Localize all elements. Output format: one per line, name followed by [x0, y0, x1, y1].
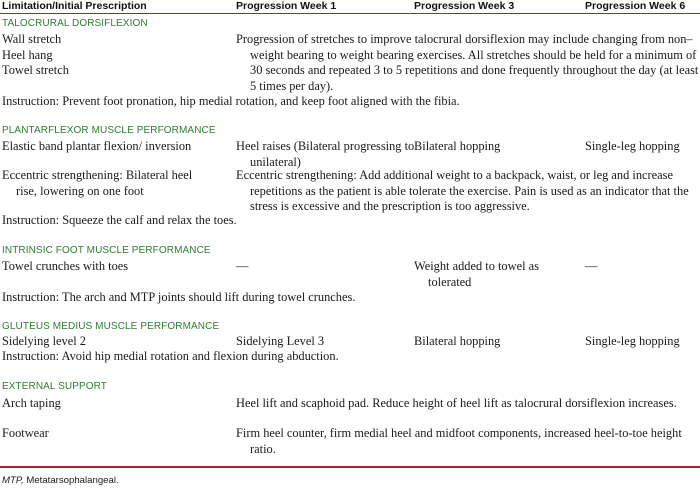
external-row1-initial: Arch taping — [2, 396, 61, 410]
plantarflexor-row1-initial: Elastic band plantar flexion/ inversion — [2, 139, 192, 153]
col-header-week3: Progression Week 3 — [414, 0, 515, 12]
footnote-abbreviation: MTP, — [2, 475, 24, 486]
intrinsic-week3: Weight added to towel as tolerated — [414, 259, 539, 289]
talocrural-progression: Progression of stretches to improve talocrural dorsiflexion may include changing from non–weight bearing to weight bearing exercises. All stretches should be held for a minimum of 30 seconds and repeated 3 to 5 repetitions and done frequently throughout the day (at least 5 times per day). — [236, 32, 699, 93]
intrinsic-week6: — — [585, 259, 598, 273]
footnote-definition: Metatarsophalangeal. — [23, 475, 119, 486]
col-header-initial: Limitation/Initial Prescription — [2, 0, 147, 12]
plantarflexor-row2-progression: Eccentric strengthening: Add additional weight to a backpack, waist, or leg and increase repetitions as the patient is able tolerate the exercise. Pain is used as an indicator that the stress is excessive and the prescription is too aggressive. — [236, 168, 689, 214]
plantarflexor-row1-week1: Heel raises (Bilateral progressing to unilateral) — [236, 139, 415, 169]
talocrural-item-towel-stretch: Towel stretch — [2, 63, 69, 78]
section-title-talocrural: TALOCRURAL DORSIFLEXION — [2, 18, 148, 29]
talocrural-instruction: Instruction: Prevent foot pronation, hip medial rotation, and keep foot aligned with the fibia. — [2, 94, 460, 108]
gluteus-instruction: Instruction: Avoid hip medial rotation and flexion during abduction. — [2, 349, 339, 363]
gluteus-week6: Single-leg hopping — [585, 334, 680, 348]
intrinsic-week1: — — [236, 259, 249, 273]
table-footnote — [2, 475, 119, 487]
col-header-week6: Progression Week 6 — [585, 0, 686, 12]
section-title-intrinsic: INTRINSIC FOOT MUSCLE PERFORMANCE — [2, 245, 211, 256]
external-row2-progression: Firm heel counter, firm medial heel and midfoot components, increased heel-to-toe height ratio. — [236, 426, 682, 456]
gluteus-initial: Sidelying level 2 — [2, 334, 86, 348]
col-header-week1: Progression Week 1 — [236, 0, 337, 12]
plantarflexor-row1-week3: Bilateral hopping — [414, 139, 501, 153]
external-row2-initial: Footwear — [2, 426, 49, 440]
intrinsic-instruction: Instruction: The arch and MTP joints should lift during towel crunches. — [2, 290, 356, 304]
intrinsic-initial: Towel crunches with toes — [2, 259, 129, 273]
gluteus-week1: Sidelying Level 3 — [236, 334, 325, 348]
section-title-plantarflexor: PLANTARFLEXOR MUSCLE PERFORMANCE — [2, 125, 216, 136]
plantarflexor-row2-initial: Eccentric strengthening: Bilateral heel rise, lowering on one foot — [2, 168, 193, 198]
section-title-gluteus: GLUTEUS MEDIUS MUSCLE PERFORMANCE — [2, 321, 220, 332]
plantarflexor-row1-week6: Single-leg hopping — [585, 139, 680, 153]
section-title-external: EXTERNAL SUPPORT — [2, 381, 107, 392]
plantarflexor-instruction: Instruction: Squeeze the calf and relax the toes. — [2, 213, 237, 227]
external-row1-progression: Heel lift and scaphoid pad. Reduce height of heel lift as talocrural dorsiflexion increases. — [236, 396, 677, 410]
talocrural-item-heel-hang: Heel hang — [2, 47, 53, 62]
gluteus-week3: Bilateral hopping — [414, 334, 501, 348]
table-bottom-rule — [0, 466, 700, 468]
header-rule — [0, 13, 700, 14]
talocrural-item-wall-stretch: Wall stretch — [2, 32, 62, 46]
